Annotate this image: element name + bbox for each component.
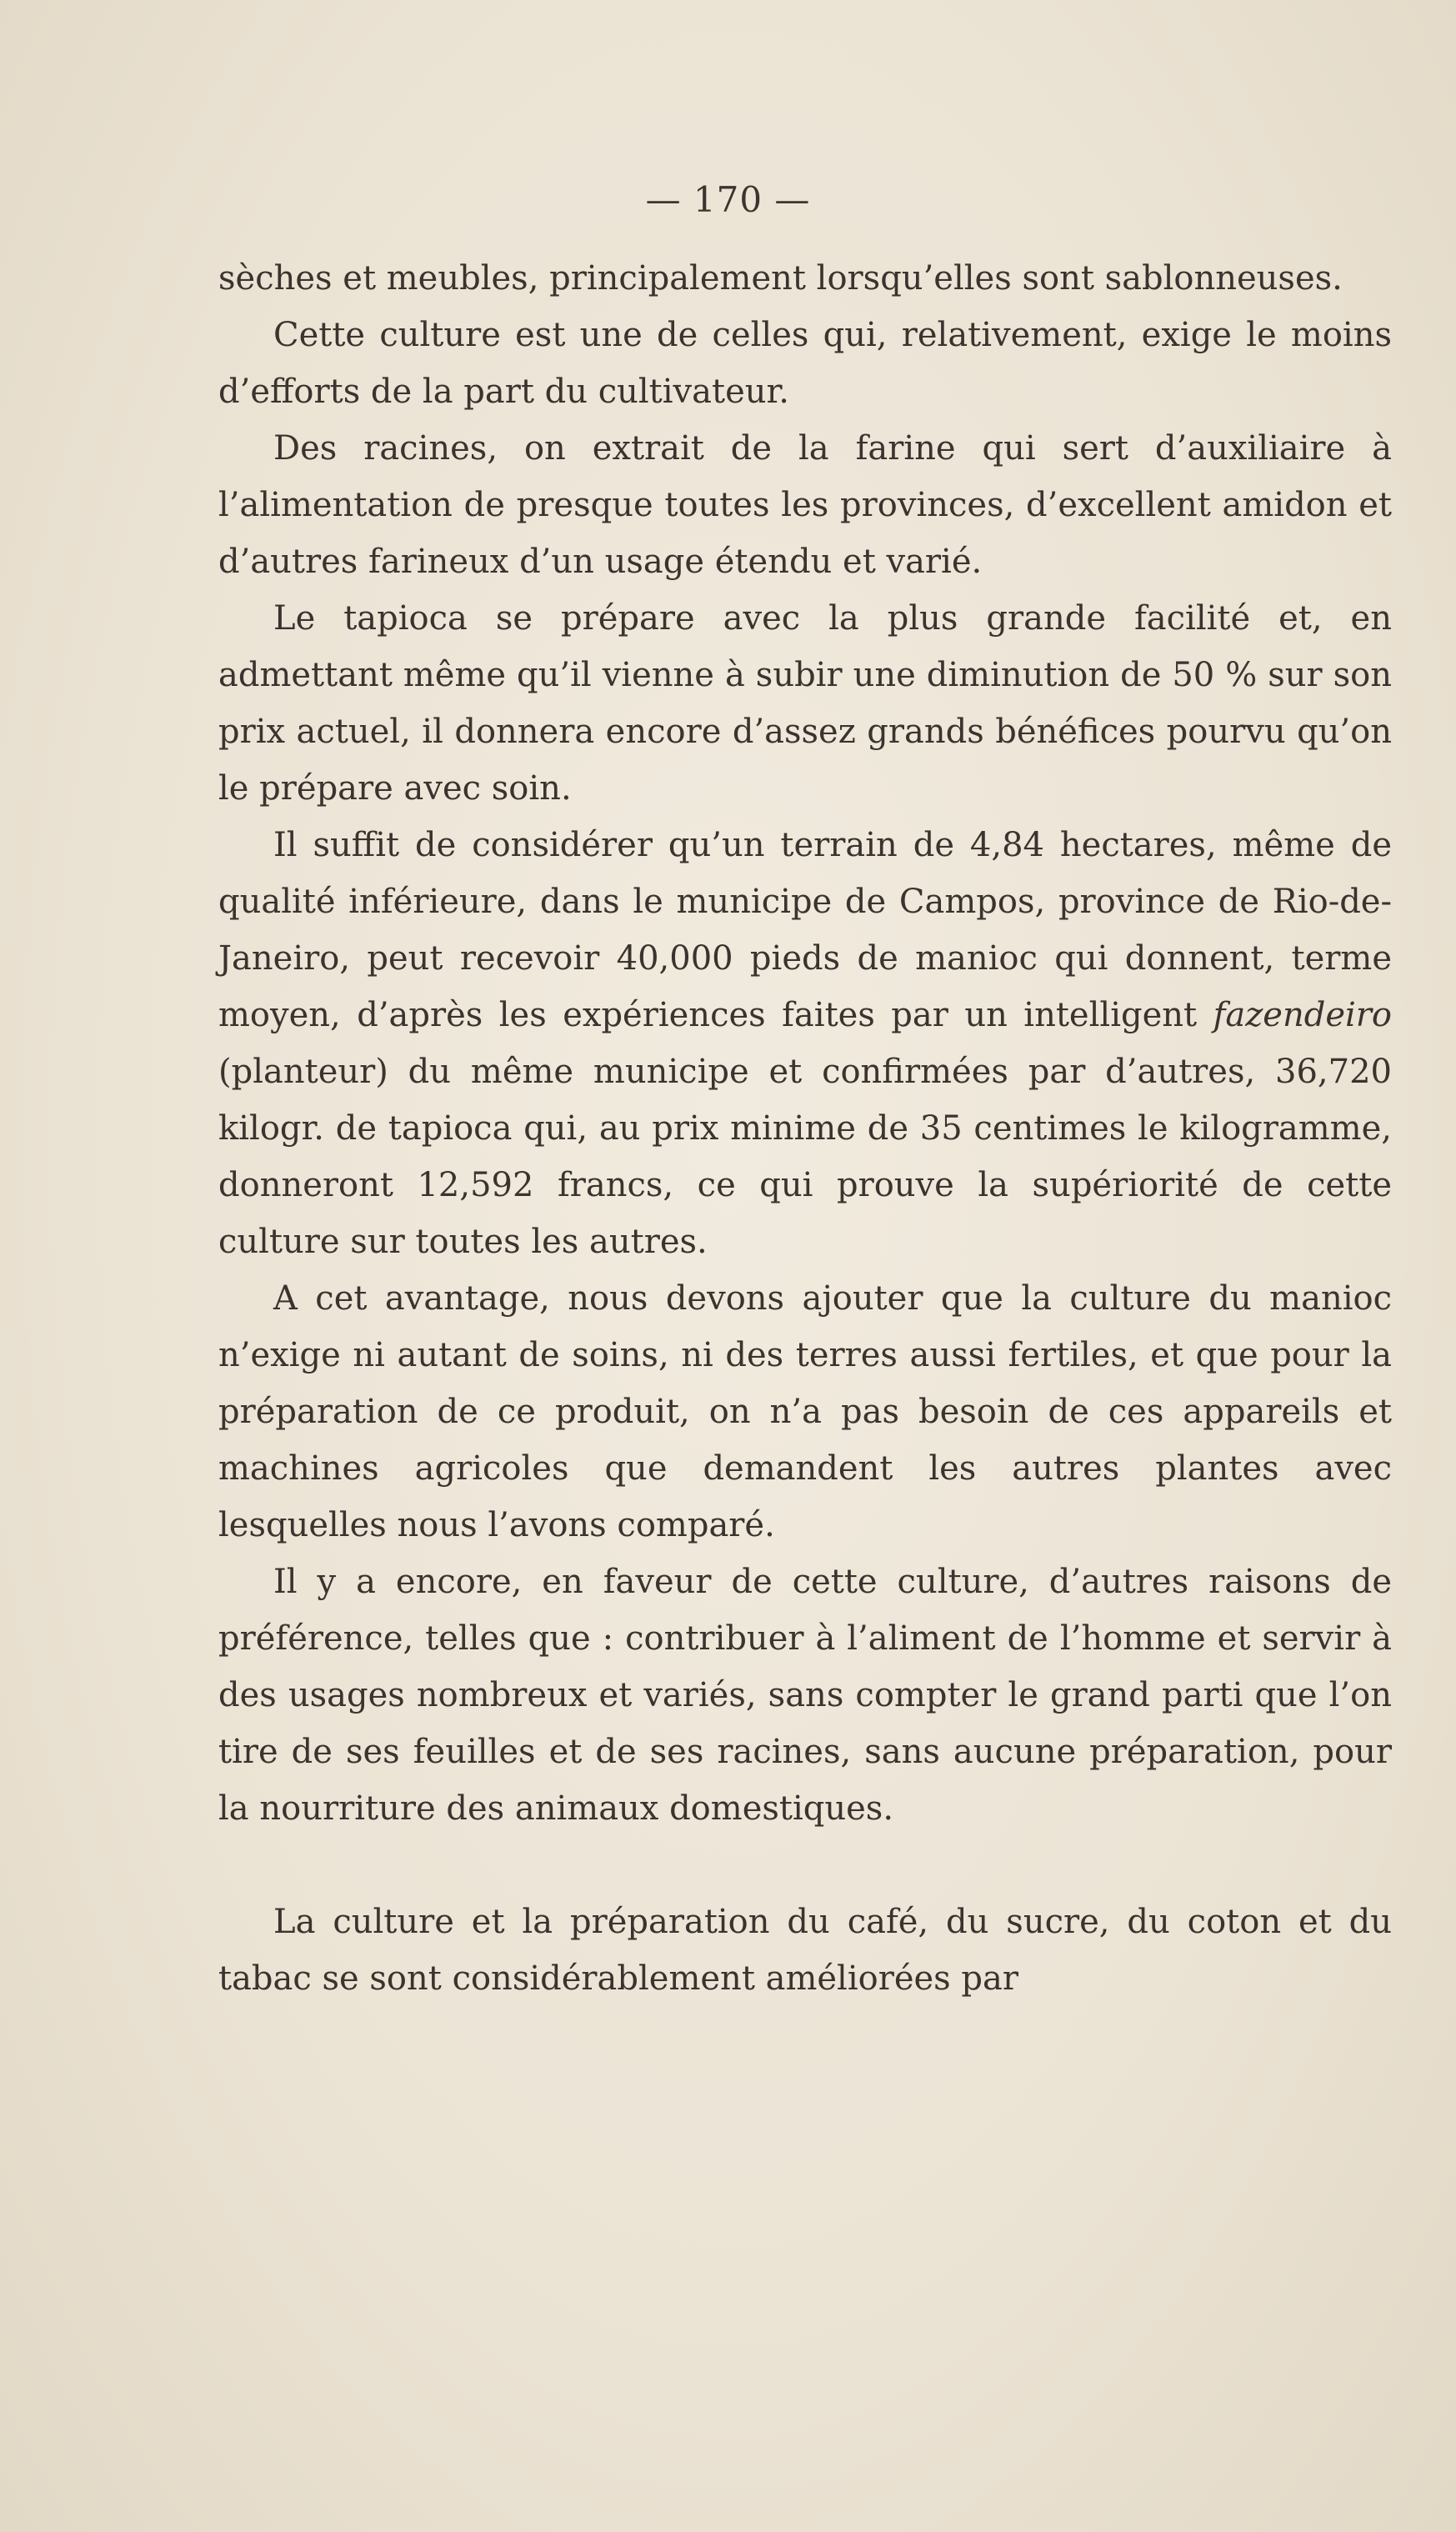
paragraph-1: sèches et meubles, principalement lorsqu’elles sont sablonneuses. [218,259,1343,298]
paragraph-7: Il y a encore, en faveur de cette culture, d’autres raisons de préférence, telles que : contribuer à l’aliment de l’homme et servir à des usages nombreux et variés, sans compter le grand parti que l’on tire de ses feuilles et de ses racines, sans aucune préparation, pour la nourriture des animaux domestiques. [218,1563,1392,1828]
paragraph-8: La culture et la préparation du café, du sucre, du coton et du tabac se sont considérablement améliorées par [218,1903,1392,1998]
paragraph-5-end: (planteur) du même municipe et confirmées par d’autres, 36,720 kilogr. de tapioca qui, au prix minime de 35 centimes le kilogramme, donneront 12,592 francs, ce qui prouve la supériorité de cette culture sur toutes les autres. [218,1053,1392,1261]
paragraph-6: A cet avantage, nous devons ajouter que la culture du manioc n’exige ni autant de soins, ni des terres aussi fertiles, et que pour la préparation de ce produit, on n’a pas besoin de ces appareils et machines agricoles que demandent les autres plantes avec lesquelles nous l’avons comparé. [218,1279,1392,1544]
paragraph-2: Cette culture est une de celles qui, relativement, exige le moins d’efforts de la part du cultivateur. [218,316,1392,411]
paragraph-3: Des racines, on extrait de la farine qui sert d’auxiliaire à l’alimentation de presque toutes les provinces, d’excellent amidon et d’autres farineux d’un usage étendu et varié. [218,429,1392,581]
body-text [218,250,1392,2007]
paragraph-4: Le tapioca se prépare avec la plus grande facilité et, en admettant même qu’il vienne à subir une diminution de 50 % sur son prix actuel, il donnera encore d’assez grands bénéfices pourvu qu’on le prépare avec soin. [218,599,1392,808]
paragraph-5 [218,817,1392,1270]
page-number: — 170 — [645,179,811,220]
italic-term: fazendeiro [1213,996,1392,1034]
paragraph-5-start: Il suffit de considérer qu’un terrain de 4,84 hectares, même de qualité inférieure, dans le municipe de Campos, province de Rio-de-Janeiro, peut recevoir 40,000 pieds de manioc qui donnent, terme moyen, d’après les expériences faites par un intelligent [218,826,1392,1034]
